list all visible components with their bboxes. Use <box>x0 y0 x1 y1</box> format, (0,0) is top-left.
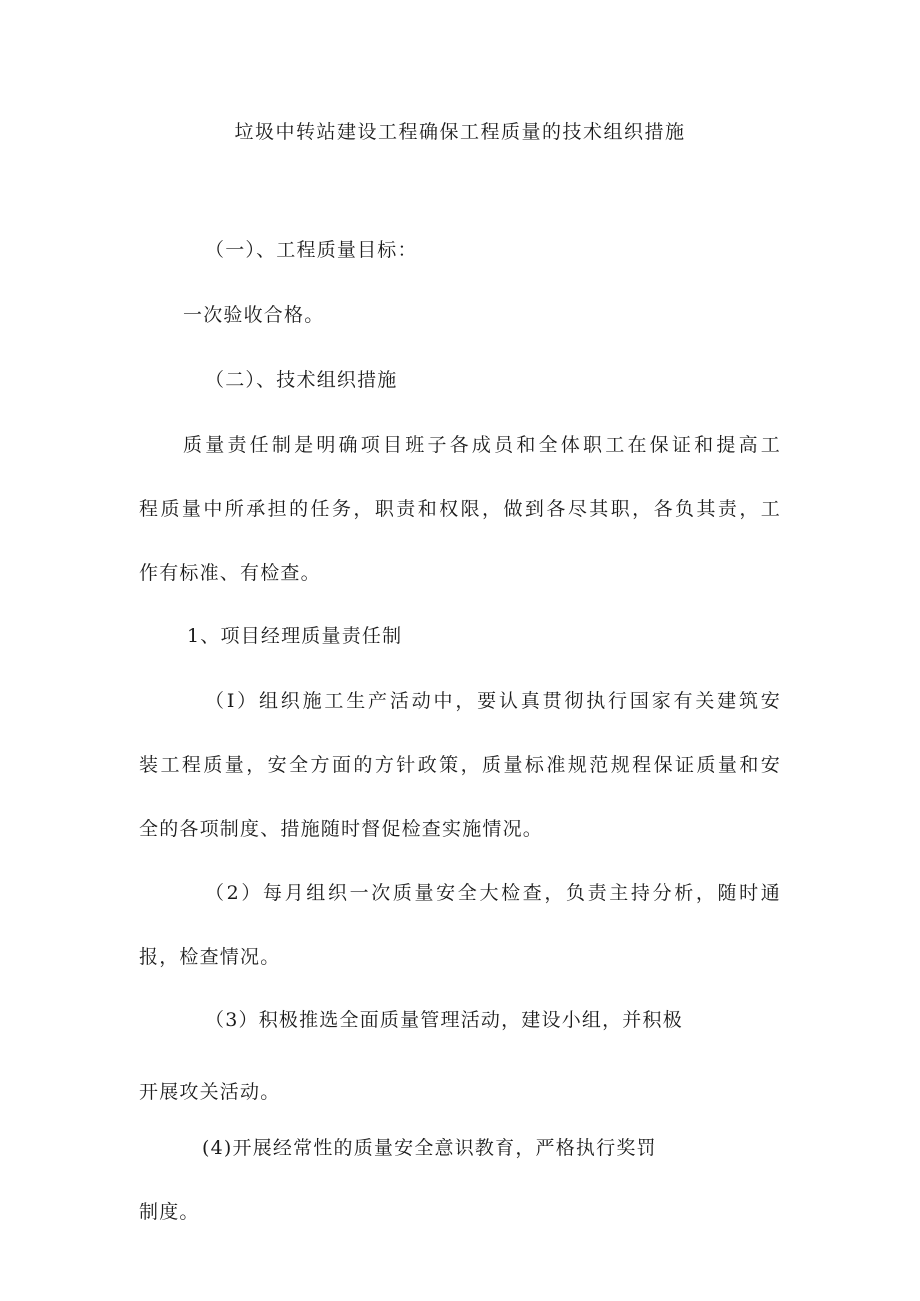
item-4-line-1: (4)开展经常性的质量安全意识教育，严格执行奖罚 <box>202 1137 657 1159</box>
paragraph-1-line-1: 质量责任制是明确项目班子各成员和全体职工在保证和提高工 <box>183 434 781 456</box>
item-1-line-1: （I）组织施工生产活动中，要认真贯彻执行国家有关建筑安 <box>205 690 781 712</box>
item-1-line-3: 全的各项制度、措施随时督促检查实施情况。 <box>139 818 544 840</box>
document-title: 垃圾中转站建设工程确保工程质量的技术组织措施 <box>234 121 686 143</box>
item-4-line-2: 制度。 <box>139 1201 200 1223</box>
item-1-heading: 1、项目经理质量责任制 <box>187 625 403 647</box>
item-3-line-2: 开展攻关活动。 <box>139 1081 281 1103</box>
section-2-heading: （二）、技术组织措施 <box>205 369 398 391</box>
item-2-line-1: （2）每月组织一次质量安全大检查，负责主持分析，随时通 <box>205 882 781 904</box>
section-1-body: 一次验收合格。 <box>183 304 325 326</box>
item-2-line-2: 报，检查情况。 <box>139 946 281 968</box>
paragraph-1-line-2: 程质量中所承担的任务，职责和权限，做到各尽其职，各负其责，工 <box>139 498 781 520</box>
item-1-line-2: 装工程质量，安全方面的方针政策，质量标准规范规程保证质量和安 <box>139 754 781 776</box>
paragraph-1-line-3: 作有标准、有检查。 <box>139 562 321 584</box>
section-1-heading: （一）、工程质量目标： <box>205 239 418 261</box>
item-3-line-1: （3）积极推选全面质量管理活动，建设小组，并积极 <box>205 1009 683 1031</box>
